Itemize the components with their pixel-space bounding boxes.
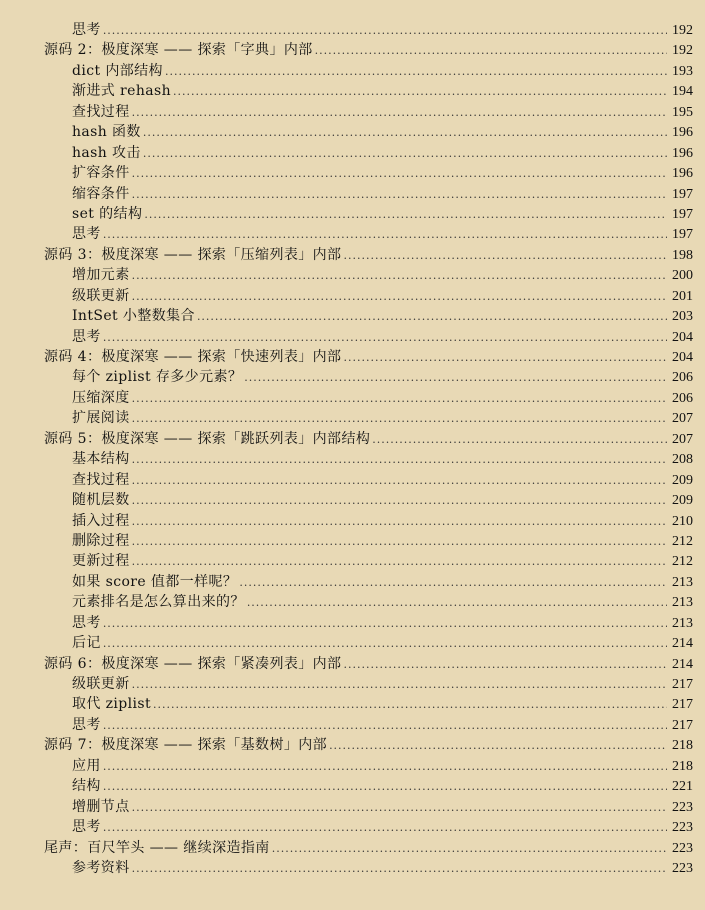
toc-section-entry[interactable] xyxy=(44,797,693,817)
toc-page-number: 196 xyxy=(672,125,693,141)
toc-section-entry[interactable] xyxy=(44,858,693,878)
toc-entry-title: 缩容条件 xyxy=(72,185,130,202)
toc-page-number: 193 xyxy=(672,63,693,79)
toc-entry-title: 插入过程 xyxy=(72,512,130,529)
toc-entry-title: 级联更新 xyxy=(72,287,130,304)
toc-page-number: 200 xyxy=(672,268,693,284)
toc-entry-title: 元素排名是怎么算出来的？ xyxy=(72,594,245,611)
toc-entry-title: 源码 4：极度深寒 —— 探索「快速列表」内部 xyxy=(44,349,342,365)
toc-dot-leader xyxy=(103,777,667,797)
toc-chapter-entry[interactable] xyxy=(44,347,693,367)
toc-page-number: 209 xyxy=(672,472,693,488)
toc-chapter-entry[interactable] xyxy=(44,838,693,858)
toc-entry-title: 参考资料 xyxy=(72,859,130,876)
toc-section-entry[interactable] xyxy=(44,531,693,551)
toc-entry-title: 思考 xyxy=(72,226,101,243)
toc-section-entry[interactable] xyxy=(44,408,693,428)
toc-dot-leader xyxy=(132,675,667,695)
toc-section-entry[interactable] xyxy=(44,694,693,714)
toc-page-number: 218 xyxy=(672,738,693,754)
toc-section-entry[interactable] xyxy=(44,20,693,40)
toc-dot-leader xyxy=(153,695,667,715)
toc-page-number: 206 xyxy=(672,390,693,406)
toc-page-number: 204 xyxy=(672,350,693,365)
toc-section-entry[interactable] xyxy=(44,633,693,653)
toc-page-number: 217 xyxy=(672,697,693,713)
toc-page-number: 223 xyxy=(672,799,693,815)
toc-section-entry[interactable] xyxy=(44,470,693,490)
toc-entry-title: IntSet 小整数集合 xyxy=(72,308,195,325)
toc-entry-title: 如果 score 值都一样呢？ xyxy=(72,573,238,590)
toc-entry-title: 思考 xyxy=(72,614,101,631)
toc-dot-leader xyxy=(244,368,667,388)
toc-page-number: 207 xyxy=(672,411,693,427)
toc-dot-leader xyxy=(132,552,667,572)
toc-dot-leader xyxy=(197,307,667,327)
toc-section-entry[interactable] xyxy=(44,61,693,81)
toc-section-entry[interactable] xyxy=(44,817,693,837)
toc-entry-title: 渐进式 rehash xyxy=(72,83,171,100)
toc-page-number: 204 xyxy=(672,329,693,345)
toc-entry-title: 增删节点 xyxy=(72,798,130,815)
toc-dot-leader xyxy=(343,246,667,266)
toc-page-number: 223 xyxy=(672,820,693,836)
toc-dot-leader xyxy=(132,532,667,552)
toc-entry-title: 基本结构 xyxy=(72,451,130,468)
toc-section-entry[interactable] xyxy=(44,224,693,244)
toc-section-entry[interactable] xyxy=(44,756,693,776)
toc-entry-title: 结构 xyxy=(72,778,101,795)
toc-entry-title: 思考 xyxy=(72,22,101,38)
toc-entry-title: 更新过程 xyxy=(72,553,130,570)
toc-entry-title: 思考 xyxy=(72,328,101,345)
toc-page-number: 221 xyxy=(672,779,693,795)
toc-dot-leader xyxy=(329,736,667,756)
toc-section-entry[interactable] xyxy=(44,122,693,142)
toc-entry-title: hash 函数 xyxy=(72,124,141,141)
toc-page-number: 209 xyxy=(672,493,693,509)
toc-dot-leader xyxy=(132,287,667,307)
toc-section-entry[interactable] xyxy=(44,102,693,122)
toc-entry-title: 源码 6：极度深寒 —— 探索「紧凑列表」内部 xyxy=(44,655,342,672)
toc-dot-leader xyxy=(372,430,667,450)
toc-dot-leader xyxy=(103,716,667,736)
toc-dot-leader xyxy=(103,21,667,41)
toc-page-number: 207 xyxy=(672,431,693,447)
toc-entry-title: 随机层数 xyxy=(72,492,130,509)
toc-section-entry[interactable] xyxy=(44,592,693,612)
toc-entry-title: 思考 xyxy=(72,819,101,836)
toc-entry-title: 压缩深度 xyxy=(72,389,130,406)
toc-dot-leader xyxy=(132,512,667,532)
toc-dot-leader xyxy=(103,818,667,838)
toc-page-number: 210 xyxy=(672,513,693,529)
toc-dot-leader xyxy=(132,798,667,818)
toc-page-number: 196 xyxy=(672,145,693,161)
toc-section-entry[interactable] xyxy=(44,572,693,592)
toc-dot-leader xyxy=(103,757,667,777)
toc-page-number: 192 xyxy=(672,43,693,59)
toc-dot-leader xyxy=(132,103,667,123)
toc-section-entry[interactable] xyxy=(44,490,693,510)
toc-chapter-entry[interactable] xyxy=(44,40,693,60)
toc-dot-leader xyxy=(272,839,667,859)
toc-section-entry[interactable] xyxy=(44,367,693,387)
toc-dot-leader xyxy=(144,205,667,225)
toc-dot-leader xyxy=(315,41,667,61)
toc-page-number: 213 xyxy=(672,574,693,590)
toc-entry-title: 源码 2：极度深寒 —— 探索「字典」内部 xyxy=(44,42,313,59)
toc-page-number: 192 xyxy=(672,23,693,38)
toc-entry-title: 思考 xyxy=(72,716,101,733)
toc-entry-title: 取代 ziplist xyxy=(72,696,152,713)
toc-entry-title: 源码 3：极度深寒 —— 探索「压缩列表」内部 xyxy=(44,246,342,263)
toc-entry-title: 查找过程 xyxy=(72,103,130,120)
toc-entry-title: 尾声：百尺竿头 —— 继续深造指南 xyxy=(44,839,270,856)
toc-entry-title: 应用 xyxy=(72,757,101,774)
table-of-contents xyxy=(44,20,693,878)
toc-page-number: 197 xyxy=(672,206,693,222)
toc-page-number: 212 xyxy=(672,554,693,570)
toc-dot-leader xyxy=(343,348,667,368)
toc-dot-leader xyxy=(132,859,667,879)
toc-section-entry[interactable] xyxy=(44,184,693,204)
toc-section-entry[interactable] xyxy=(44,449,693,469)
toc-dot-leader xyxy=(103,328,667,348)
toc-page-number: 206 xyxy=(672,370,693,386)
toc-chapter-entry[interactable] xyxy=(44,245,693,265)
toc-page-number: 217 xyxy=(672,677,693,692)
toc-page-number: 223 xyxy=(672,860,693,876)
toc-dot-leader xyxy=(143,123,667,143)
toc-entry-title: 扩展阅读 xyxy=(72,410,130,427)
toc-section-entry[interactable] xyxy=(44,674,693,694)
toc-page-number: 194 xyxy=(672,84,693,100)
toc-dot-leader xyxy=(103,225,667,245)
toc-page-number: 217 xyxy=(672,717,693,733)
toc-dot-leader xyxy=(247,593,667,613)
toc-page-number: 203 xyxy=(672,309,693,325)
toc-section-entry[interactable] xyxy=(44,81,693,101)
toc-chapter-entry[interactable] xyxy=(44,654,693,674)
toc-dot-leader xyxy=(239,573,667,593)
toc-page-number: 213 xyxy=(672,595,693,611)
toc-page-number: 198 xyxy=(672,247,693,263)
toc-entry-title: 增加元素 xyxy=(72,267,130,284)
toc-dot-leader xyxy=(132,450,667,470)
toc-page-number: 214 xyxy=(672,636,693,652)
toc-page-number: 196 xyxy=(672,166,693,182)
toc-page-number: 218 xyxy=(672,758,693,774)
toc-section-entry[interactable] xyxy=(44,306,693,326)
toc-entry-title: 查找过程 xyxy=(72,471,130,488)
toc-section-entry[interactable] xyxy=(44,327,693,347)
toc-section-entry[interactable] xyxy=(44,143,693,163)
toc-page-number: 195 xyxy=(672,104,693,120)
toc-page-number: 214 xyxy=(672,656,693,672)
toc-entry-title: 源码 5：极度深寒 —— 探索「跳跃列表」内部结构 xyxy=(44,430,371,447)
toc-dot-leader xyxy=(132,409,667,429)
toc-entry-title: dict 内部结构 xyxy=(72,62,163,79)
toc-page-number: 197 xyxy=(672,186,693,202)
toc-chapter-entry[interactable] xyxy=(44,429,693,449)
toc-dot-leader xyxy=(343,655,667,675)
toc-section-entry[interactable] xyxy=(44,776,693,796)
toc-dot-leader xyxy=(143,144,667,164)
toc-page-number: 201 xyxy=(672,288,693,304)
toc-page-number: 212 xyxy=(672,533,693,549)
toc-entry-title: 级联更新 xyxy=(72,676,130,692)
toc-entry-title: 每个 ziplist 存多少元素？ xyxy=(72,369,243,386)
toc-page-number: 197 xyxy=(672,227,693,243)
toc-chapter-entry[interactable] xyxy=(44,735,693,755)
toc-section-entry[interactable] xyxy=(44,551,693,571)
toc-dot-leader xyxy=(132,266,667,286)
toc-section-entry[interactable] xyxy=(44,613,693,633)
toc-entry-title: 源码 7：极度深寒 —— 探索「基数树」内部 xyxy=(44,737,328,754)
toc-page-number: 213 xyxy=(672,615,693,631)
toc-entry-title: 删除过程 xyxy=(72,532,130,549)
toc-entry-title: 扩容条件 xyxy=(72,165,130,182)
toc-section-entry[interactable] xyxy=(44,265,693,285)
toc-section-entry[interactable] xyxy=(44,715,693,735)
toc-section-entry[interactable] xyxy=(44,163,693,183)
toc-dot-leader xyxy=(132,389,667,409)
toc-dot-leader xyxy=(132,491,667,511)
toc-dot-leader xyxy=(165,62,667,82)
toc-entry-title: 后记 xyxy=(72,635,101,652)
toc-entry-title: set 的结构 xyxy=(72,205,143,222)
toc-dot-leader xyxy=(132,164,667,184)
toc-dot-leader xyxy=(173,82,667,102)
toc-dot-leader xyxy=(103,634,667,654)
toc-entry-title: hash 攻击 xyxy=(72,144,141,161)
toc-page-number: 208 xyxy=(672,452,693,468)
toc-dot-leader xyxy=(132,185,667,205)
toc-dot-leader xyxy=(103,614,667,634)
toc-section-entry[interactable] xyxy=(44,511,693,531)
toc-section-entry[interactable] xyxy=(44,204,693,224)
toc-page-number: 223 xyxy=(672,840,693,856)
toc-section-entry[interactable] xyxy=(44,286,693,306)
toc-section-entry[interactable] xyxy=(44,388,693,408)
toc-dot-leader xyxy=(132,471,667,491)
